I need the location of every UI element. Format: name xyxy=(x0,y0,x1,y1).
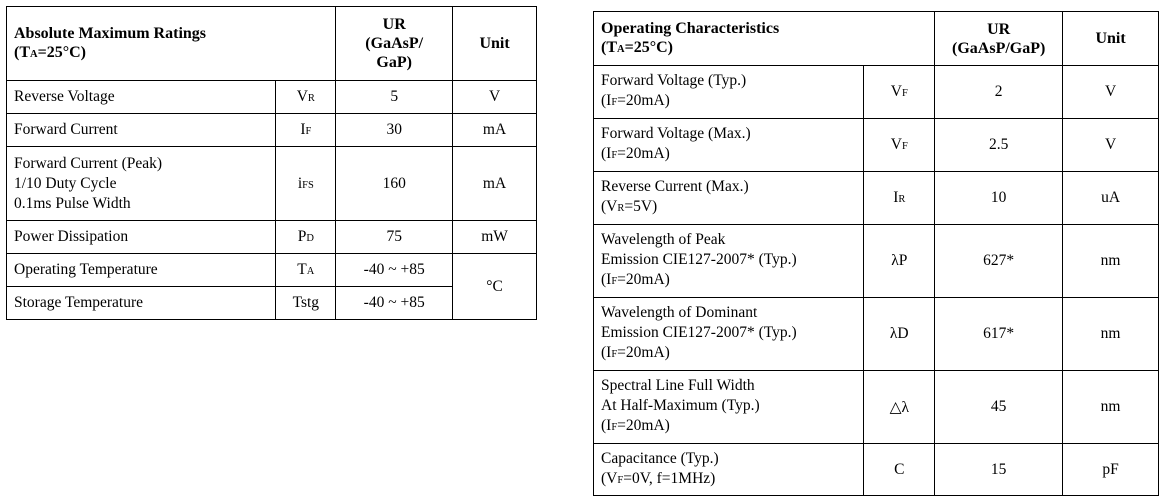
value-cell: -40 ~ +85 xyxy=(336,254,453,287)
unit-header: Unit xyxy=(453,7,537,81)
value-cell: 2 xyxy=(935,66,1063,119)
value-cell: 160 xyxy=(336,147,453,221)
unit-cell: nm xyxy=(1063,225,1159,298)
unit-cell: V xyxy=(1063,119,1159,172)
symbol-cell: VF xyxy=(864,66,935,119)
table-row xyxy=(7,147,537,221)
table-header-row xyxy=(7,7,537,81)
unit-cell: mW xyxy=(453,221,537,254)
table-row xyxy=(594,371,1159,444)
ur-header: UR (GaAsP/GaP) xyxy=(935,12,1063,66)
param-cell: Power Dissipation xyxy=(7,221,276,254)
param-cell: Wavelength of Peak Emission CIE127-2007* (Typ.) (IF=20mA) xyxy=(594,225,864,298)
param-cell: Storage Temperature xyxy=(7,287,276,320)
table-row xyxy=(594,298,1159,371)
operating-characteristics-table xyxy=(593,11,1159,496)
param-cell: Wavelength of Dominant Emission CIE127-2007* (Typ.) (IF=20mA) xyxy=(594,298,864,371)
table-row xyxy=(594,66,1159,119)
table-row xyxy=(594,119,1159,172)
table-title: Absolute Maximum Ratings xyxy=(14,24,207,42)
unit-cell: V xyxy=(453,81,537,114)
table-title: Operating Characteristics xyxy=(601,19,780,37)
symbol-cell: TA xyxy=(276,254,336,287)
absolute-maximum-ratings-table xyxy=(6,6,537,320)
value-cell: -40 ~ +85 xyxy=(336,287,453,320)
table-header-row xyxy=(594,12,1159,66)
unit-cell: mA xyxy=(453,114,537,147)
value-cell: 45 xyxy=(935,371,1063,444)
param-cell: Forward Current xyxy=(7,114,276,147)
value-cell: 5 xyxy=(336,81,453,114)
table-row xyxy=(7,254,537,287)
unit-cell: nm xyxy=(1063,371,1159,444)
symbol-cell: IF xyxy=(276,114,336,147)
symbol-cell: C xyxy=(864,444,935,496)
symbol-cell: VF xyxy=(864,119,935,172)
symbol-cell: IR xyxy=(864,172,935,225)
unit-header: Unit xyxy=(1063,12,1159,66)
table-title-cell xyxy=(7,7,336,81)
table-row xyxy=(594,444,1159,496)
symbol-cell: PD xyxy=(276,221,336,254)
value-cell: 627* xyxy=(935,225,1063,298)
symbol-cell: △λ xyxy=(864,371,935,444)
unit-cell: °C xyxy=(453,254,537,320)
table-condition: (TA=25°C) xyxy=(601,38,673,56)
value-cell: 30 xyxy=(336,114,453,147)
param-cell: Forward Current (Peak) 1/10 Duty Cycle 0.1ms Pulse Width xyxy=(7,147,276,221)
table-title-cell xyxy=(594,12,935,66)
value-cell: 10 xyxy=(935,172,1063,225)
table-row xyxy=(7,114,537,147)
value-cell: 15 xyxy=(935,444,1063,496)
param-cell: Spectral Line Full Width At Half-Maximum (Typ.) (IF=20mA) xyxy=(594,371,864,444)
param-cell: Reverse Voltage xyxy=(7,81,276,114)
unit-cell: mA xyxy=(453,147,537,221)
symbol-cell: iFS xyxy=(276,147,336,221)
symbol-cell: Tstg xyxy=(276,287,336,320)
param-cell: Operating Temperature xyxy=(7,254,276,287)
param-cell: Reverse Current (Max.) (VR=5V) xyxy=(594,172,864,225)
unit-cell: pF xyxy=(1063,444,1159,496)
table-condition: (TA=25°C) xyxy=(14,43,86,61)
value-cell: 617* xyxy=(935,298,1063,371)
value-cell: 75 xyxy=(336,221,453,254)
ur-header: UR (GaAsP/ GaP) xyxy=(336,7,453,81)
param-cell: Capacitance (Typ.) (VF=0V, f=1MHz) xyxy=(594,444,864,496)
param-cell: Forward Voltage (Typ.) (IF=20mA) xyxy=(594,66,864,119)
param-cell: Forward Voltage (Max.) (IF=20mA) xyxy=(594,119,864,172)
table-row xyxy=(7,81,537,114)
unit-cell: V xyxy=(1063,66,1159,119)
table-row xyxy=(594,225,1159,298)
symbol-cell: λP xyxy=(864,225,935,298)
table-row xyxy=(594,172,1159,225)
value-cell: 2.5 xyxy=(935,119,1063,172)
table-row xyxy=(7,221,537,254)
unit-cell: nm xyxy=(1063,298,1159,371)
symbol-cell: VR xyxy=(276,81,336,114)
symbol-cell: λD xyxy=(864,298,935,371)
unit-cell: uA xyxy=(1063,172,1159,225)
